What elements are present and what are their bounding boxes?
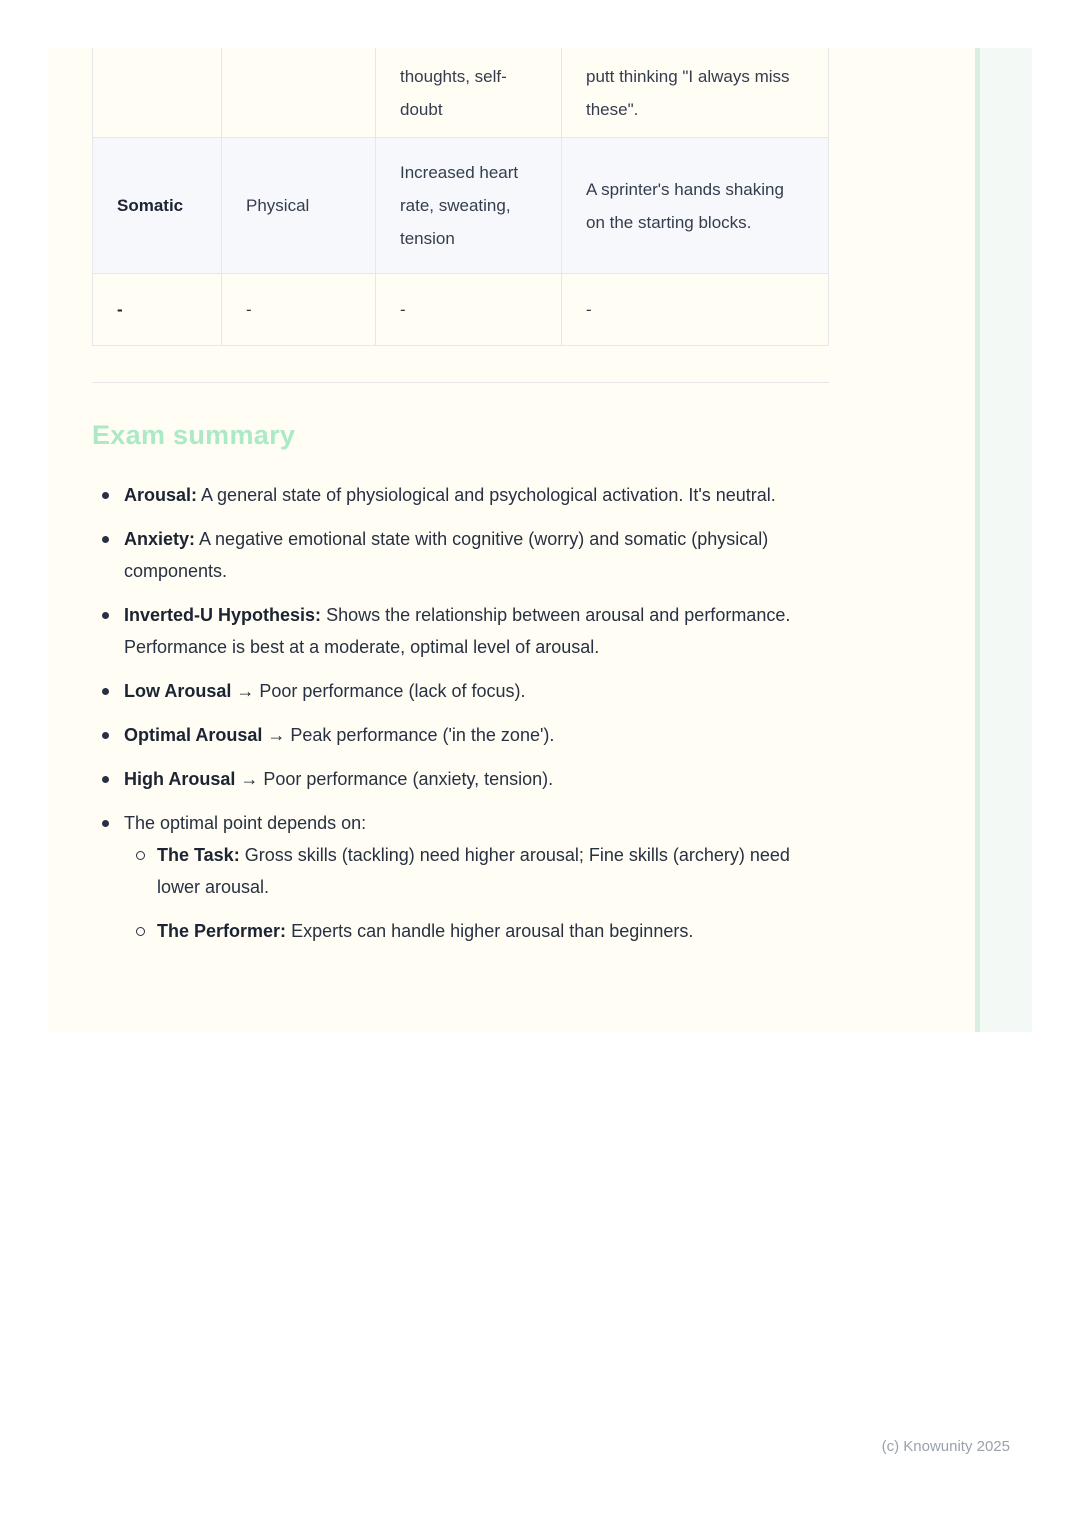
item-text: The optimal point depends on: xyxy=(124,813,367,833)
table-row xyxy=(93,137,828,273)
item-text: Peak performance ('in the zone'). xyxy=(290,725,555,745)
term-label: Arousal: xyxy=(124,485,198,505)
term-label: Anxiety: xyxy=(124,529,196,549)
table-cell xyxy=(93,48,222,137)
copyright-footer: (c) Knowunity 2025 xyxy=(881,1438,1010,1455)
arrow-icon: → xyxy=(267,725,286,745)
circle-bullet-icon xyxy=(136,927,145,936)
item-text: Poor performance (lack of focus). xyxy=(259,681,526,701)
cell-text: thoughts, self-doubt xyxy=(400,66,507,119)
table-cell xyxy=(562,48,828,137)
table-cell xyxy=(376,274,562,345)
term-label: High Arousal xyxy=(124,769,236,789)
term-label: The Performer: xyxy=(157,921,287,941)
sub-list-item xyxy=(124,915,824,947)
section-divider xyxy=(92,382,829,383)
table-cell xyxy=(222,138,376,273)
item-text: A negative emotional state with cognitive (worry) and somatic (physical) components. xyxy=(124,529,769,581)
term-label: Optimal Arousal xyxy=(124,725,263,745)
list-item xyxy=(92,599,824,663)
term-label: Low Arousal xyxy=(124,681,232,701)
item-text: A general state of physiological and psychological activation. It's neutral. xyxy=(201,485,776,505)
cell-text: Physical xyxy=(246,196,310,215)
document-page xyxy=(48,48,1032,1032)
sub-list-item xyxy=(124,839,824,903)
table-cell xyxy=(562,138,828,273)
anxiety-types-table xyxy=(92,48,829,346)
summary-list xyxy=(92,479,824,947)
accent-rail xyxy=(980,48,1032,1032)
table-cell xyxy=(222,48,376,137)
bullet-icon xyxy=(102,492,109,499)
item-text: Shows the relationship between arousal and performance. Performance is best at a moderate, optimal level of arousal. xyxy=(124,605,791,657)
bullet-icon xyxy=(102,776,109,783)
table-cell xyxy=(376,48,562,137)
page-content xyxy=(48,48,975,1032)
section-heading: Exam summary xyxy=(92,420,296,450)
cell-text: putt thinking "I always miss these". xyxy=(586,66,790,119)
table-cell xyxy=(376,138,562,273)
sub-list xyxy=(124,839,824,947)
bullet-icon xyxy=(102,820,109,827)
list-item xyxy=(92,719,824,751)
list-item xyxy=(92,479,824,511)
table-row xyxy=(93,48,828,137)
list-item xyxy=(92,675,824,707)
table-cell xyxy=(93,274,222,345)
circle-bullet-icon xyxy=(136,851,145,860)
cell-text: Increased heart rate, sweating, tension xyxy=(400,163,519,248)
cell-text: - xyxy=(246,300,252,319)
bullet-icon xyxy=(102,536,109,543)
bullet-icon xyxy=(102,688,109,695)
item-text: Gross skills (tackling) need higher arousal; Fine skills (archery) need lower arousal. xyxy=(157,845,790,897)
list-item xyxy=(92,523,824,587)
table-row xyxy=(93,273,828,345)
bullet-icon xyxy=(102,732,109,739)
item-text: Poor performance (anxiety, tension). xyxy=(263,769,554,789)
arrow-icon: → xyxy=(236,681,255,701)
cell-text: Somatic xyxy=(117,196,184,215)
list-item xyxy=(92,807,824,947)
cell-text: - xyxy=(117,300,123,319)
list-item xyxy=(92,763,824,795)
term-label: The Task: xyxy=(157,845,240,865)
item-text: Experts can handle higher arousal than beginners. xyxy=(291,921,694,941)
arrow-icon: → xyxy=(240,769,259,789)
bullet-icon xyxy=(102,612,109,619)
table-cell xyxy=(222,274,376,345)
cell-text: A sprinter's hands shaking on the starting blocks. xyxy=(586,179,784,232)
table-cell xyxy=(93,138,222,273)
cell-text: - xyxy=(586,300,592,319)
cell-text: - xyxy=(400,300,406,319)
table-cell xyxy=(562,274,828,345)
term-label: Inverted-U Hypothesis: xyxy=(124,605,322,625)
